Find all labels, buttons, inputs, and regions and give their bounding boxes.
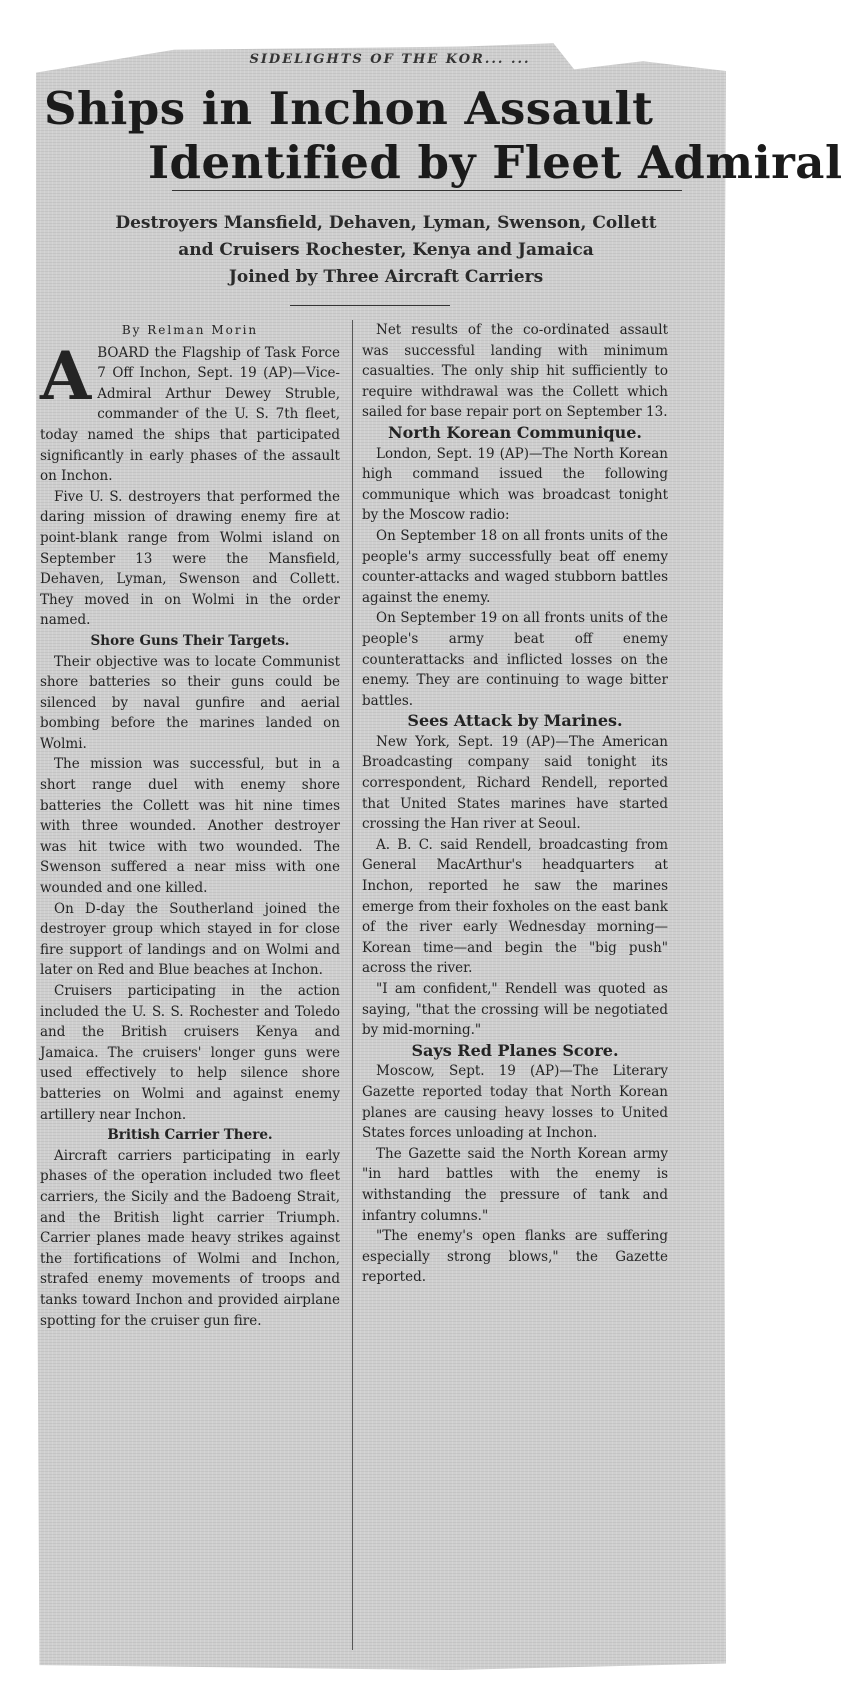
paragraph: Cruisers participating in the action included the U. S. S. Rochester and Toledo and the British cruisers Kenya and Jamaica. The cruisers' longer guns were used effectively to help silence shore batteries on Wolmi and against enemy artillery near Inchon. (40, 983, 340, 1123)
byline: By Relman Morin (121, 323, 259, 337)
paragraph: The Gazette said the North Korean army "in hard battles with the enemy is withstanding the pressure of tank and infantry columns." (362, 1145, 668, 1224)
deck-line-1: Destroyers Mansfield, Dehaven, Lyman, Swenson, Collett (115, 213, 657, 233)
paragraph: Five U. S. destroyers that performed the daring mission of drawing enemy fire at point-blank range from Wolmi island on September 13 were the Mansfield, Dehaven, Lyman, Swenson and Collett. They moved in on Wolmi in the order named. (40, 488, 340, 629)
deck-line-2: and Cruisers Rochester, Kenya and Jamaica (178, 240, 594, 260)
drop-cap: A (40, 336, 92, 415)
paragraph: Aircraft carriers participating in early phases of the operation included two fleet carriers, the Sicily and the Badoeng Strait, and the British light carrier Triumph. Carrier planes made heavy strikes against the fortifications of Wolmi and Inchon, strafed enemy movements of troops and tanks toward Inchon and provided airplane spotting for the cruiser gun fire. (40, 1147, 340, 1329)
deck (66, 210, 706, 291)
subhead-shore-guns: Shore Guns Their Targets. (90, 632, 290, 649)
deck-rule (290, 305, 450, 306)
subhead-north-korean-communique: North Korean Communique. (388, 422, 642, 442)
paragraph: On September 18 on all fronts units of the people's army successfully beat off enemy counter-attacks and waged stubborn battles against the enemy. (362, 527, 668, 606)
subhead-red-planes: Says Red Planes Score. (411, 1040, 619, 1060)
article-left-column (40, 320, 340, 1331)
paragraph: Their objective was to locate Communist shore batteries so their guns could be silenced by naval gunfire and aerial bombing before the marines landed on Wolmi. (40, 653, 340, 752)
paragraph: London, Sept. 19 (AP)—The North Korean high command issued the following communique which was broadcast tonight by the Moscow radio: (362, 445, 668, 524)
subhead-sees-attack: Sees Attack by Marines. (407, 711, 623, 731)
headline-line-2: Identified by Fleet Admiral (148, 136, 843, 189)
lead-text: BOARD the Flagship of Task Force 7 Off Inchon, Sept. 19 (AP)—Vice-Admiral Arthur Dewey Struble, commander of the U. S. 7th fleet, today named the ships that participated significantly in early phases of the assault on Inchon. (40, 344, 340, 485)
paragraph: New York, Sept. 19 (AP)—The American Broadcasting company said tonight its correspondent, Richard Rendell, reported that United States marines have started crossing the Han river at Seoul. (362, 733, 668, 833)
paragraph: Net results of the co-ordinated assault was successful landing with minimum casualties. The only ship hit sufficiently to require withdrawal was the Collett which sailed for base repair port on September 13. (362, 322, 668, 421)
deck-line-3: Joined by Three Aircraft Carriers (228, 267, 544, 287)
section-kicker: SIDELIGHTS OF THE KOR... ... (249, 52, 531, 67)
paragraph: "The enemy's open flanks are suffering especially strong blows," the Gazette reported. (362, 1228, 668, 1286)
paragraph: Moscow, Sept. 19 (AP)—The Literary Gazette reported today that North Korean planes are causing heavy losses to United States forces unloading at Inchon. (362, 1063, 668, 1142)
paragraph: On D-day the Southerland joined the destroyer group which stayed in for close fire support of landings and on Wolmi and later on Red and Blue beaches at Inchon. (40, 900, 340, 979)
paragraph: "I am confident," Rendell was quoted as saying, "that the crossing will be negotiated by mid-morning." (362, 981, 668, 1039)
headline-rule (172, 190, 682, 191)
subhead-british-carrier: British Carrier There. (107, 1127, 273, 1144)
paragraph: On September 19 on all fronts units of the people's army beat off enemy counterattacks and inflicted losses on the enemy. They are continuing to wage bitter battles. (362, 610, 668, 709)
article-right-column (362, 320, 668, 1288)
column-divider (352, 320, 353, 1650)
paragraph: A. B. C. said Rendell, broadcasting from General MacArthur's headquarters at Inchon, reported he saw the marines emerge from their foxholes on the east bank of the river early Wednesday morning—Korean time—and begin the "big push" across the river. (362, 836, 668, 977)
lead-paragraph (40, 336, 340, 487)
paragraph: The mission was successful, but in a short range duel with enemy shore batteries the Collett was hit nine times with three wounded. Another destroyer was hit twice with two wounded. The Swenson suffered a near miss with one wounded and one killed. (40, 756, 340, 897)
headline-line-1: Ships in Inchon Assault (44, 82, 654, 135)
